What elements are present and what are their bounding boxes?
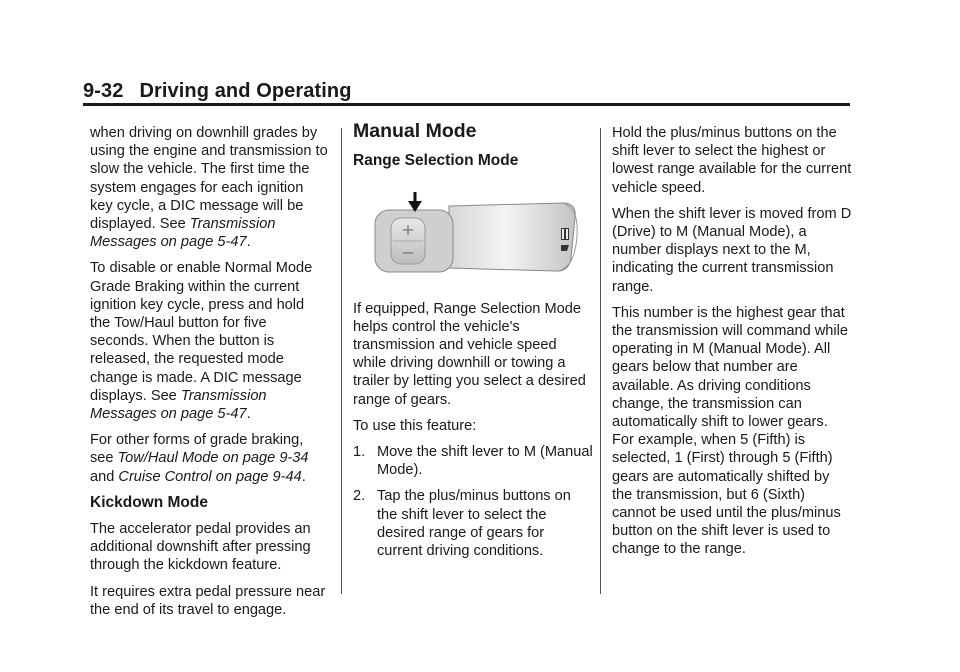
paragraph: To disable or enable Normal Mode Grade Braking within the current ignition key cycle, press and hold the Tow/Haul button for five seconds. When the button is released, the requested mode change is made. A DIC message displays. See Transmission Messages on page 5-47. (90, 260, 313, 423)
column-divider (341, 128, 342, 594)
cross-reference: Transmission Messages on page 5-47 (90, 216, 276, 251)
paragraph: This number is the highest gear that the transmission will command while operating in M (Manual Mode). All gears below that number are available. As driving conditions change, the transmission can automatically shift to lower gears. For example, when 5 (Fifth) is selected, 1 (First) through 5 (Fifth) gears are automatically shifted by the transmission, but 6 (Sixth) cannot be used until the plus/minus button on the shift lever is used to change to the range. (612, 304, 849, 558)
paragraph: when driving on downhill grades by using the engine and transmission to slow the vehicle. The first time the system engages for each ignition key cycle, a DIC message will be displayed. See Transmission Messages on page 5-47. (90, 125, 328, 251)
paragraph: When the shift lever is moved from D (Drive) to M (Manual Mode), a number displays next to the M, indicating the current transmission range. (612, 205, 852, 295)
down-arrow-icon (408, 192, 422, 212)
page-header (83, 80, 352, 103)
header-rule (83, 103, 850, 106)
cross-reference: Tow/Haul Mode on page 9-34 (117, 450, 309, 467)
column-right (612, 124, 852, 567)
cross-reference: Transmission Messages on page 5-47 (90, 387, 267, 423)
column-divider (600, 128, 601, 594)
section-title: Driving and Operating (139, 80, 352, 102)
manual-mode-title: Manual Mode (353, 120, 477, 142)
paragraph: It requires extra pedal pressure near the end of its travel to engage. (90, 583, 326, 618)
list-item: 2. Tap the plus/minus buttons on the shift lever to select the desired range of gears for current driving conditions. (353, 488, 571, 560)
page-number: 9-32 (83, 80, 124, 102)
tow-haul-icon (561, 228, 569, 251)
paragraph: To use this feature: (353, 417, 477, 434)
list-item: 1. Move the shift lever to M (Manual Mode). (353, 444, 593, 479)
column-middle (353, 120, 593, 568)
shift-lever-illustration (363, 188, 593, 278)
cross-reference: Cruise Control on page 9-44 (118, 468, 302, 485)
kickdown-heading: Kickdown Mode (90, 493, 208, 511)
range-selection-heading: Range Selection Mode (353, 152, 519, 170)
paragraph: For other forms of grade braking, see Tow/Haul Mode on page 9-34 and Cruise Control on page 9-44. (90, 432, 309, 485)
column-left (90, 124, 328, 627)
paragraph: Hold the plus/minus buttons on the shift lever to select the highest or lowest range available for the current vehicle speed. (612, 125, 852, 196)
paragraph: If equipped, Range Selection Mode helps control the vehicle's transmission and vehicle speed while driving downhill or towing a trailer by letting you select a desired range of gears. (353, 300, 586, 408)
paragraph: The accelerator pedal provides an additional downshift after pressing through the kickdown feature. (90, 521, 311, 574)
